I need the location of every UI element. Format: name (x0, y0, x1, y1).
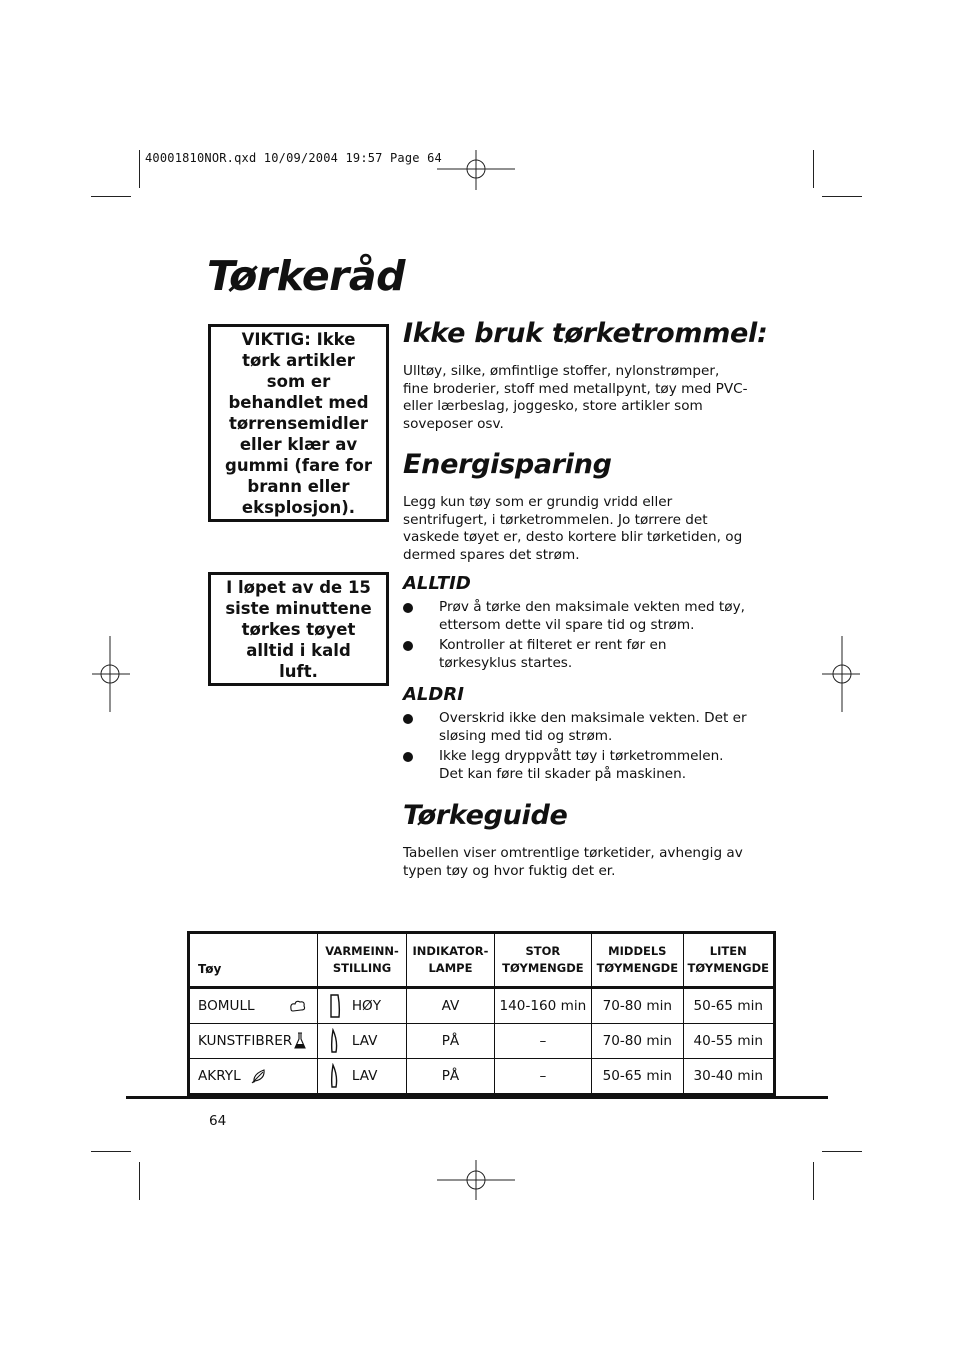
synthetics-icon (293, 1032, 307, 1050)
dont-use-heading: Ikke bruk tørketrommel: (403, 318, 768, 349)
fabric-cell: AKRYL (189, 1059, 318, 1095)
heat-cell: LAV (317, 1024, 406, 1059)
lamp-cell: AV (407, 988, 494, 1024)
registration-mark-bottom (437, 1160, 517, 1202)
table-row (189, 1059, 775, 1095)
header-fabric: Tøy (189, 933, 318, 988)
list-item: Overskrid ikke den maksimale vekten. Det er sløsing med tid og strøm. (403, 710, 748, 745)
always-list (403, 599, 748, 675)
bullet-icon (403, 603, 413, 613)
heat-low-icon (328, 1063, 342, 1089)
header-heat: VARMEINN- STILLING (317, 933, 406, 988)
page-number: 64 (209, 1113, 227, 1129)
list-item: Ikke legg dryppvått tøy i tørketrommelen. Det kan føre til skader på maskinen. (403, 748, 748, 783)
never-heading: ALDRI (403, 684, 464, 705)
medium-load-cell: 70-80 min (592, 1024, 683, 1059)
cotton-icon (289, 999, 307, 1013)
heat-low-icon (328, 1028, 342, 1054)
table-row (189, 988, 775, 1024)
guide-text: Tabellen viser omtrentlige tørketider, avhengig av typen tøy og hvor fuktig det er. (403, 845, 743, 879)
cooldown-note-box (208, 572, 389, 686)
bullet-icon (403, 752, 413, 762)
header-large-load: STOR TØYMENGDE (494, 933, 591, 988)
energy-heading: Energisparing (403, 449, 612, 480)
header-small-load: LITEN TØYMENGDE (683, 933, 774, 988)
warning-box (208, 324, 389, 522)
heat-cell: LAV (317, 1059, 406, 1095)
header-medium-load: MIDDELS TØYMENGDE (592, 933, 683, 988)
cooldown-note-text: I løpet av de 15 siste minuttene tørkes tøyet alltid i kald luft. (225, 577, 372, 681)
guide-heading: Tørkeguide (403, 800, 568, 831)
medium-load-cell: 70-80 min (592, 988, 683, 1024)
lamp-cell: PÅ (407, 1059, 494, 1095)
drying-guide-table (187, 931, 776, 1096)
large-load-cell: – (494, 1059, 591, 1095)
list-item: Kontroller at filteret er rent før en tørkesyklus startes. (403, 637, 748, 672)
large-load-cell: 140-160 min (494, 988, 591, 1024)
fabric-cell: BOMULL (189, 988, 318, 1024)
list-item: Prøv å tørke den maksimale vekten med tøy, ettersom dette vil spare tid og strøm. (403, 599, 748, 634)
dont-use-text: Ulltøy, silke, ømfintlige stoffer, nylonstrømper, fine broderier, stoff med metallpynt, tøy med PVC- eller lærbeslag, joggesko, store artikler som soveposer osv. (403, 363, 748, 432)
print-slug: 40001810NOR.qxd 10/09/2004 19:57 Page 64 (145, 151, 442, 165)
heat-cell: HØY (317, 988, 406, 1024)
never-list (403, 710, 748, 786)
warning-text: VIKTIG: Ikke tørk artikler som er behandlet med tørrensemidler eller klær av gummi (fare for brann eller eksplosjon). (225, 329, 372, 517)
medium-load-cell: 50-65 min (592, 1059, 683, 1095)
small-load-cell: 40-55 min (683, 1024, 774, 1059)
registration-mark-left (92, 636, 132, 714)
fabric-cell: KUNSTFIBRER (189, 1024, 318, 1059)
bullet-icon (403, 714, 413, 724)
registration-mark-right (822, 636, 862, 714)
bullet-icon (403, 641, 413, 651)
acrylic-icon (251, 1068, 267, 1084)
lamp-cell: PÅ (407, 1024, 494, 1059)
registration-mark-top (437, 150, 517, 192)
heat-high-icon (328, 993, 342, 1019)
small-load-cell: 30-40 min (683, 1059, 774, 1095)
small-load-cell: 50-65 min (683, 988, 774, 1024)
table-header-row (189, 933, 775, 988)
page-title: Tørkeråd (207, 252, 405, 300)
always-heading: ALLTID (403, 573, 471, 594)
energy-text: Legg kun tøy som er grundig vridd eller sentrifugert, i tørketrommelen. Jo tørrere det vaskede tøyet er, desto kortere blir tørketiden, og dermed spares det strøm. (403, 494, 743, 563)
footer-rule (126, 1096, 828, 1099)
header-lamp: INDIKATOR- LAMPE (407, 933, 494, 988)
table-row (189, 1024, 775, 1059)
large-load-cell: – (494, 1024, 591, 1059)
